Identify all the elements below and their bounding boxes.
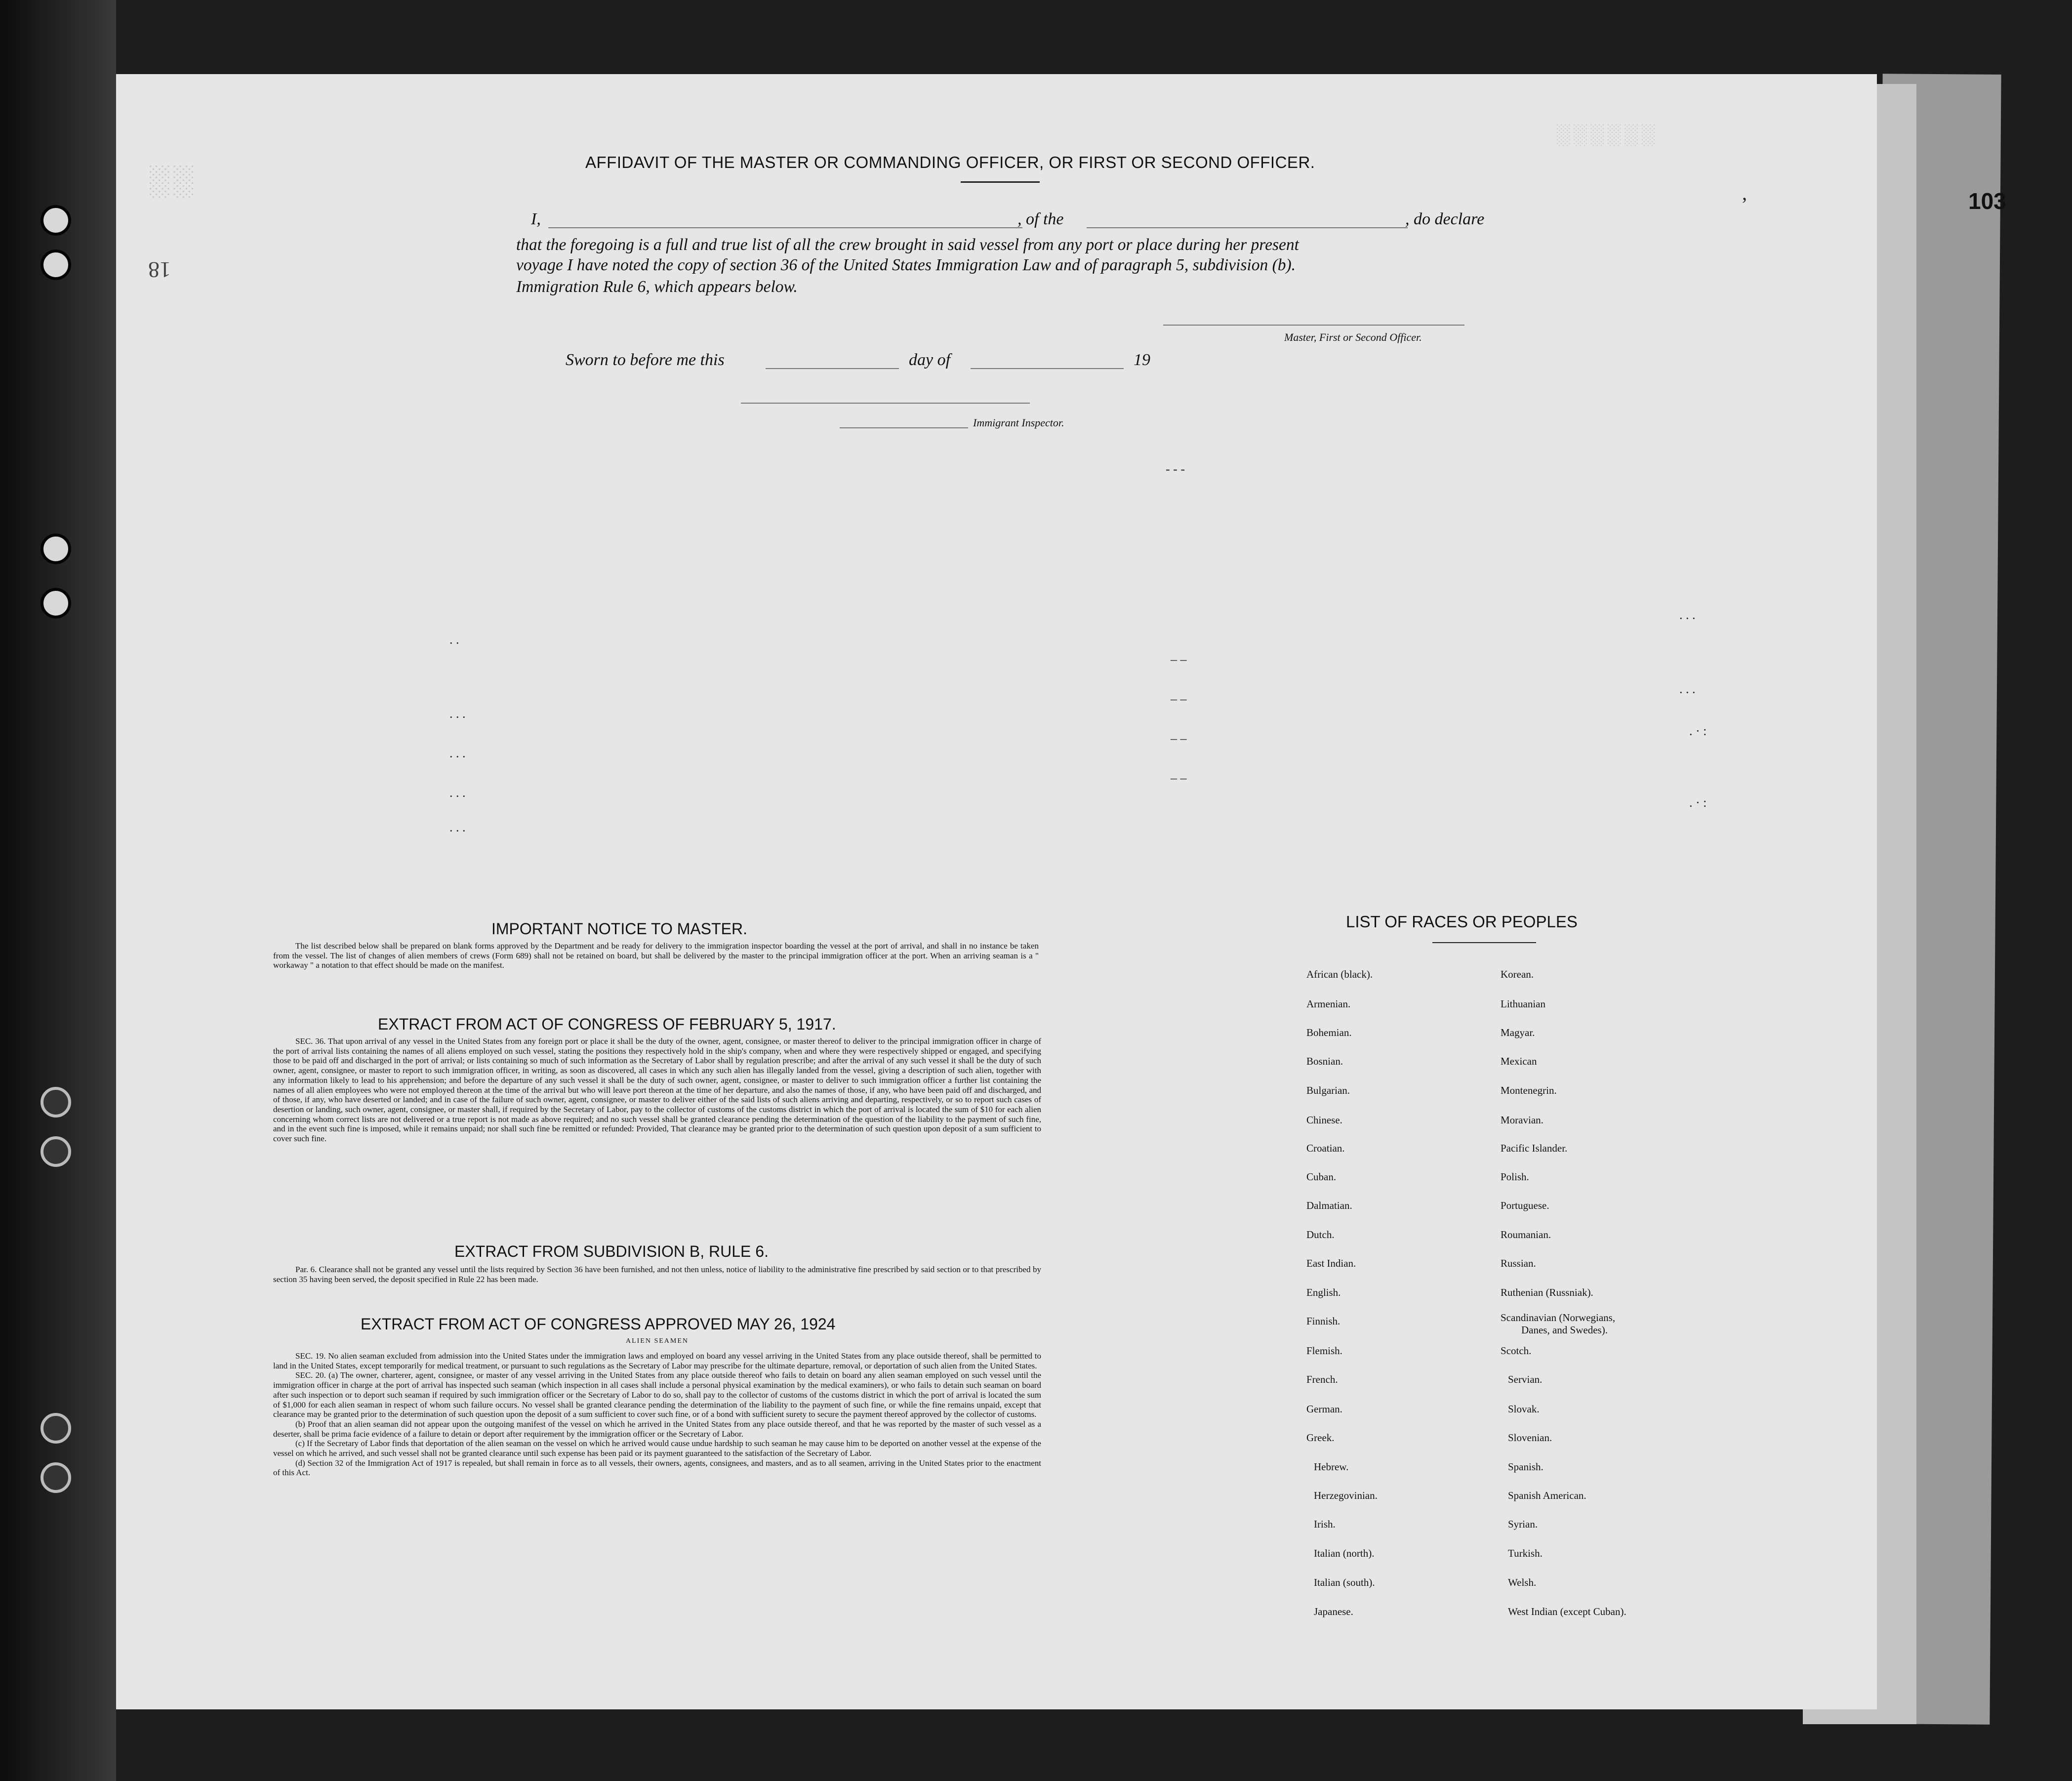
race-item-right: Pacific Islander. xyxy=(1501,1142,1568,1154)
race-item-left: African (black). xyxy=(1306,968,1373,980)
sec20b-paragraph: (b) Proof that an alien seaman did not appear upon the outgoing manifest of the vessel on which he arrived in the United States from any place outside thereof, and that he was reported by the master of such vessel as a deserter, shall be prima facie evidence of a failure to detain or deport after requirement by the immigration officer or the Secretary of Labor. xyxy=(273,1419,1041,1439)
ink-mark: ’ xyxy=(1741,193,1748,215)
ink-mark: - - - xyxy=(1166,462,1185,476)
binder-edge xyxy=(0,0,116,1781)
race-item-right: Danes, and Swedes). xyxy=(1521,1324,1608,1336)
punch-hole xyxy=(41,1413,71,1444)
extract-rule6-paragraph: Par. 6. Clearance shall not be granted any vessel until the lists required by Section 36 have been furnished, and not then unless, notice of liability to the administrative fine prescribed by said section or to that prescribed by section 35 having been served, the deposit specified in Rule 22 has been made. xyxy=(273,1265,1041,1284)
race-item-right: Magyar. xyxy=(1501,1027,1535,1038)
affidavit-line: Immigration Rule 6, which appears below. xyxy=(516,278,798,296)
extract-rule6-title: EXTRACT FROM SUBDIVISION B, RULE 6. xyxy=(454,1243,769,1260)
master-signature-line[interactable] xyxy=(1163,325,1464,326)
extract-1917-title: EXTRACT FROM ACT OF CONGRESS OF FEBRUARY 5, 1917. xyxy=(378,1015,836,1033)
ink-mark: – – xyxy=(1171,692,1187,706)
race-item-right: Spanish American. xyxy=(1508,1490,1586,1501)
race-item-left: Dalmatian. xyxy=(1306,1200,1352,1211)
race-item-right: Roumanian. xyxy=(1501,1229,1551,1241)
race-item-left: Chinese. xyxy=(1306,1114,1342,1126)
race-item-right: Turkish. xyxy=(1508,1547,1543,1559)
inspector-line-upper xyxy=(741,403,1030,404)
race-item-left: English. xyxy=(1306,1286,1341,1298)
notice-paragraph: The list described below shall be prepared on blank forms approved by the Department and be ready for delivery to the immigration inspector boarding the vessel at the port of arrival, and shall in no instance be taken from the vessel. The list of changes of alien members of crews (Form 689) shall not be retained on board, but shall be delivered by the master to the principal immigration officer at the port. When an arriving seaman is a " workaway " a notation to that effect should be made on the manifest. xyxy=(273,941,1039,970)
race-item-left: Cuban. xyxy=(1306,1171,1337,1183)
race-item-left: Finnish. xyxy=(1306,1315,1341,1327)
race-item-right: Korean. xyxy=(1501,968,1534,980)
affidavit-line: voyage I have noted the copy of section 36 of the United States Immigration Law and of paragraph 5, subdivision (b). xyxy=(516,256,1296,274)
ink-mark: . . . xyxy=(449,786,466,800)
race-item-right: Moravian. xyxy=(1501,1114,1544,1126)
sec20c-paragraph: (c) If the Secretary of Labor finds that deportation of the alien seaman on the vessel on which he arrived would cause undue hardship to such seaman he may cause him to be deported on another vessel at the expense of the vessel on which he arrived, and such vessel shall not be granted clearance until such expense has been paid or its payment guaranteed to the satisfaction of the Secretary of Labor. xyxy=(273,1439,1041,1458)
race-item-left: Herzegovinian. xyxy=(1314,1490,1378,1501)
ink-mark: . . . xyxy=(1679,682,1696,696)
race-item-right: Portuguese. xyxy=(1501,1200,1549,1211)
race-item-right: Syrian. xyxy=(1508,1518,1538,1530)
race-item-right: Servian. xyxy=(1508,1373,1543,1385)
race-item-left: Irish. xyxy=(1314,1518,1336,1530)
race-item-left: Japanese. xyxy=(1314,1606,1353,1617)
race-item-left: Greek. xyxy=(1306,1432,1335,1444)
race-item-left: Bulgarian. xyxy=(1306,1084,1350,1096)
bleed-through-text: ░░ xyxy=(148,164,197,197)
year-prefix: 19 xyxy=(1134,351,1150,369)
race-item-right: Slovenian. xyxy=(1508,1432,1552,1444)
affidavit-i: I, xyxy=(531,210,541,228)
race-item-left: Bohemian. xyxy=(1306,1027,1352,1038)
ink-mark: . · : xyxy=(1689,795,1707,810)
ink-mark: . . . xyxy=(449,706,466,721)
race-item-left: French. xyxy=(1306,1373,1338,1385)
extract-1917-text xyxy=(273,1036,1041,1144)
race-item-left: Italian (south). xyxy=(1314,1576,1375,1588)
race-item-right: West Indian (except Cuban). xyxy=(1508,1606,1626,1617)
race-item-right: Mexican xyxy=(1501,1055,1537,1067)
affidavit-title: AFFIDAVIT OF THE MASTER OR COMMANDING OFFICER, OR FIRST OR SECOND OFFICER. xyxy=(585,153,1315,171)
affidavit-of-the: , of the xyxy=(1017,210,1064,228)
race-item-left: East Indian. xyxy=(1306,1257,1356,1269)
punch-hole xyxy=(41,1136,71,1167)
punch-hole xyxy=(41,205,71,236)
ink-mark: – – xyxy=(1171,652,1187,666)
races-title: LIST OF RACES OR PEOPLES xyxy=(1346,912,1578,931)
ink-mark: . . . xyxy=(1679,608,1696,622)
race-item-right: Ruthenian (Russniak). xyxy=(1501,1286,1593,1298)
day-field-line[interactable] xyxy=(766,368,899,369)
notice-title: IMPORTANT NOTICE TO MASTER. xyxy=(491,920,747,938)
page-number: 103 xyxy=(1968,188,2006,214)
margin-number: 18 xyxy=(148,257,171,283)
day-of-text: day of xyxy=(909,351,951,369)
race-item-right: Lithuanian xyxy=(1501,998,1545,1010)
race-item-right: Russian. xyxy=(1501,1257,1536,1269)
race-item-left: Dutch. xyxy=(1306,1229,1335,1241)
sec20d-paragraph: (d) Section 32 of the Immigration Act of 1917 is repealed, but shall remain in force as to all vessels, their owners, agents, consignees, and masters, and as to all seamen, arriving in the United States prior to the enactment of this Act. xyxy=(273,1458,1041,1478)
affidavit-line: that the foregoing is a full and true list of all the crew brought in said vessel from any port or place during her present xyxy=(516,236,1299,254)
name-field-line[interactable] xyxy=(548,227,1022,228)
race-item-left: German. xyxy=(1306,1403,1342,1415)
race-item-left: Flemish. xyxy=(1306,1345,1342,1357)
sec19-paragraph: SEC. 19. No alien seaman excluded from admission into the United States under the immigration laws and employed on board any vessel arriving in the United States from any place outside thereof, shall be permitted to land in the United States, except temporarily for medical treatment, or pursuant to such regulations as the Secretary of Labor may prescribe for the ultimate departure, removal, or deportation of such alien from the United States. xyxy=(273,1351,1041,1370)
race-item-left: Hebrew. xyxy=(1314,1461,1349,1473)
extract-1924-text xyxy=(273,1351,1041,1478)
race-item-right: Spanish. xyxy=(1508,1461,1544,1473)
ink-mark: . · : xyxy=(1689,724,1707,738)
extract-1917-paragraph: SEC. 36. That upon arrival of any vessel in the United States from any foreign port or place it shall be the duty of the owner, agent, consignee, or master thereof to deliver to the principal immigration officer in charge of the port of arrival lists containing the names of all aliens employed on such vessel, stating the positions they respectively hold in the ship's company, when and where they were respectively shipped or engaged, and specifying those to be paid off and discharged in the port of arrival; or lists containing so much of such information as the Secretary of Labor shall by regulation prescribe; and after the arrival of any such vessel it shall be the duty of such owner, agent, consignee, or master to report to such immigration officer, in writing, as soon as discovered, all cases in which any such alien has illegally landed from the vessel, giving a description of such alien, together with any information likely to lead to his apprehension; and before the departure of any such vessel it shall be the duty of such owner, agent, consignee, or master to deliver to such immigration officer a further list containing the names of all alien employees who were not employed thereon at the time of the arrival but who will leave port thereon at the time of her departure, and also the names of those, if any, who have been paid off and discharged, and of those, if any, who have deserted or landed; and in case of the failure of such owner, agent, consignee, or master to deliver either of the said lists of such aliens arriving and departing, respectively, or so to report such cases of desertion or landing, such owner, agent, consignee, or master shall, if required by the Secretary of Labor, pay to the collector of customs of the customs district in which the port of arrival is located the sum of $10 for each alien concerning whom correct lists are not delivered or a true report is not made as above required; and no such vessel shall be granted clearance pending the determination of the question of the liability to the payment of such fine, and in the event such fine is imposed, while it remains unpaid; nor shall such fine be remitted or refunded: Provided, That clearance may be granted prior to the determination of such question upon deposit of a sum sufficient to cover such fine. xyxy=(273,1036,1041,1144)
race-item-right: Polish. xyxy=(1501,1171,1529,1183)
ink-mark: . . . xyxy=(449,820,466,834)
ink-mark: . . xyxy=(449,632,459,647)
inspector-caption: Immigrant Inspector. xyxy=(973,416,1064,429)
race-item-right: Scandinavian (Norwegians, xyxy=(1501,1312,1616,1324)
race-item-right: Montenegrin. xyxy=(1501,1084,1557,1096)
race-item-left: Armenian. xyxy=(1306,998,1351,1010)
races-title-rule xyxy=(1432,942,1536,943)
punch-hole xyxy=(41,534,71,564)
race-item-left: Italian (north). xyxy=(1314,1547,1375,1559)
sworn-text: Sworn to before me this xyxy=(566,351,725,369)
master-caption: Master, First or Second Officer. xyxy=(1284,331,1422,343)
month-field-line[interactable] xyxy=(971,368,1124,369)
race-item-left: Bosnian. xyxy=(1306,1055,1343,1067)
sec20a-paragraph: SEC. 20. (a) The owner, charterer, agent, consignee, or master of any vessel arriving in the United States from any place outside thereof who fails to detain on board any alien seaman employed on such vessel until the immigration officer in charge at the port of arrival has inspected such seaman (which inspection in all cases shall include a personal physical examination by the medical examiners), or who fails to detain such seaman on board after such inspection or to deport such seaman if required by such immigration officer or the Secretary of Labor to do so, shall pay to the collector of customs of the customs district in which the port of arrival is located the sum of $1,000 for each alien seaman in respect of whom such failure occurs. No vessel shall be granted clearance pending the determination of the liability to the payment of such fine, or while the fine remains unpaid, except that clearance may be granted prior to the determination of such question upon the deposit of a sum sufficient to cover such fine, or of a bond with sufficient surety to secure the payment thereof approved by the collector of customs. xyxy=(273,1370,1041,1419)
ink-mark: – – xyxy=(1171,731,1187,746)
extract-rule6-text xyxy=(273,1265,1041,1284)
race-item-right: Slovak. xyxy=(1508,1403,1540,1415)
bleed-through-text: ░░░░░░ xyxy=(1556,124,1658,145)
punch-hole xyxy=(41,588,71,619)
race-item-right: Scotch. xyxy=(1501,1345,1532,1357)
punch-hole xyxy=(41,249,71,280)
race-item-left: Croatian. xyxy=(1306,1142,1345,1154)
ink-mark: – – xyxy=(1171,771,1187,785)
vessel-field-line[interactable] xyxy=(1087,227,1408,228)
extract-1924-title: EXTRACT FROM ACT OF CONGRESS APPROVED MAY 26, 1924 xyxy=(361,1315,836,1333)
affidavit-declare: , do declare xyxy=(1405,210,1485,228)
race-item-right: Welsh. xyxy=(1508,1576,1537,1588)
punch-hole xyxy=(41,1087,71,1118)
extract-1924-subtitle: ALIEN SEAMEN xyxy=(625,1337,689,1345)
inspector-signature-line[interactable] xyxy=(840,427,968,428)
title-rule xyxy=(961,181,1040,183)
ink-mark: . . . xyxy=(449,746,466,760)
punch-hole xyxy=(41,1462,71,1493)
notice-text xyxy=(273,941,1039,970)
